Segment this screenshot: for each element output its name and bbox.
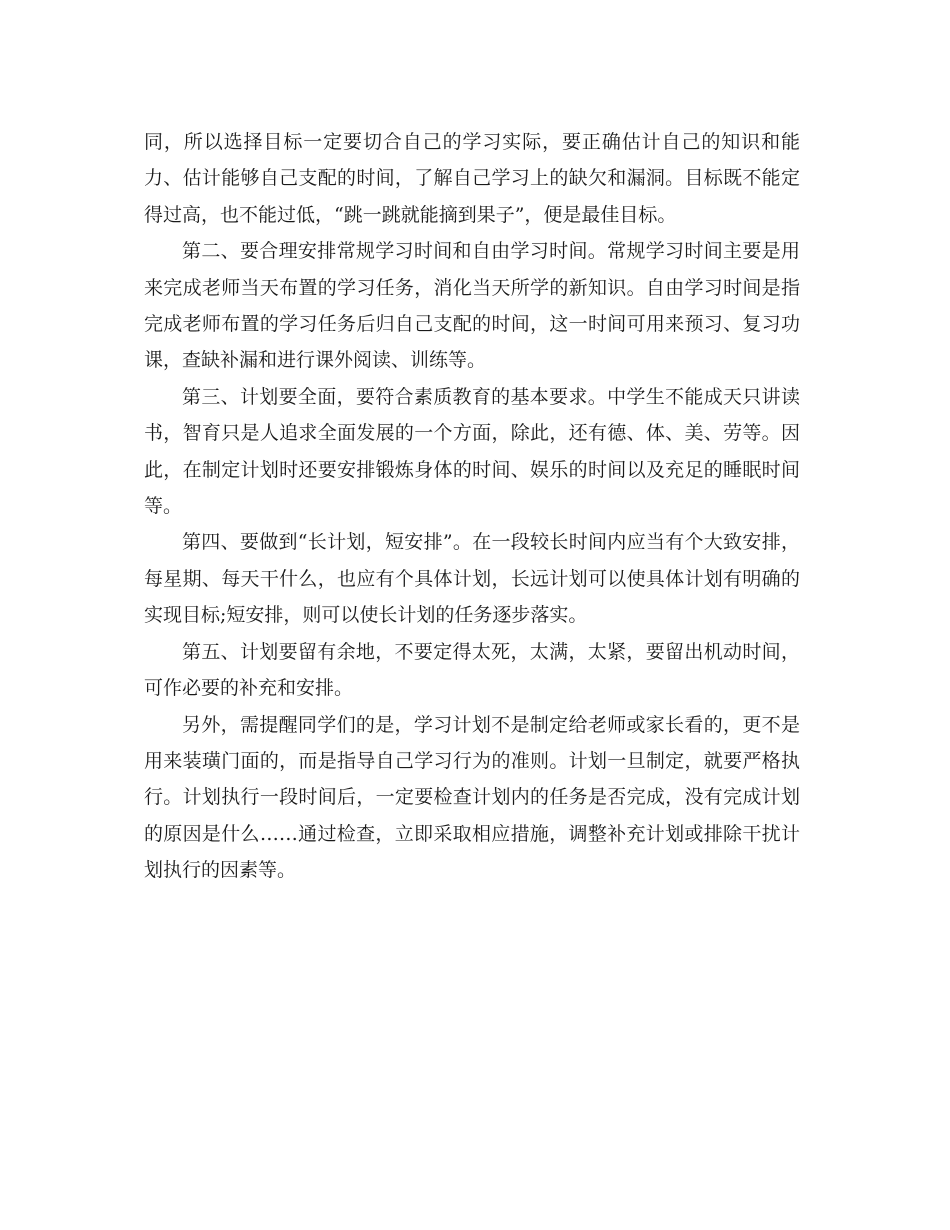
document-body (144, 124, 800, 889)
paragraph-point-two: 第二、要合理安排常规学习时间和自由学习时间。常规学习时间主要是用来完成老师当天布置的学习任务，消化当天所学的新知识。自由学习时间是指完成老师布置的学习任务后归自己支配的时间，这一时间可用来预习、复习功课，查缺补漏和进行课外阅读、训练等。 (144, 240, 800, 372)
paragraph-point-five: 第五、计划要留有余地，不要定得太死，太满，太紧，要留出机动时间，可作必要的补充和安排。 (144, 640, 800, 700)
paragraph-point-three: 第三、计划要全面，要符合素质教育的基本要求。中学生不能成天只讲读书，智育只是人追求全面发展的一个方面，除此，还有德、体、美、劳等。因此，在制定计划时还要安排锻炼身体的时间、娱乐的时间以及充足的睡眠时间等。 (144, 385, 800, 518)
paragraph-point-four: 第四、要做到“长计划，短安排”。在一段较长时间内应当有个大致安排，每星期、每天干什么，也应有个具体计划，长远计划可以使具体计划有明确的实现目标;短安排，则可以使长计划的任务逐步落实。 (144, 531, 800, 627)
paragraph-additional-note: 另外，需提醒同学们的是，学习计划不是制定给老师或家长看的，更不是用来装璜门面的，而是指导自己学习行为的准则。计划一旦制定，就要严格执行。计划执行一段时间后，一定要检查计划内的任务是否完成，没有完成计划的原因是什么……通过检查，立即采取相应措施，调整补充计划或排除干扰计划执行的因素等。 (144, 713, 800, 882)
paragraph-continuation: 同，所以选择目标一定要切合自己的学习实际，要正确估计自己的知识和能力、估计能够自己支配的时间，了解自己学习上的缺欠和漏洞。目标既不能定得过高，也不能过低，“跳一跳就能摘到果子”，便是最佳目标。 (144, 131, 800, 226)
